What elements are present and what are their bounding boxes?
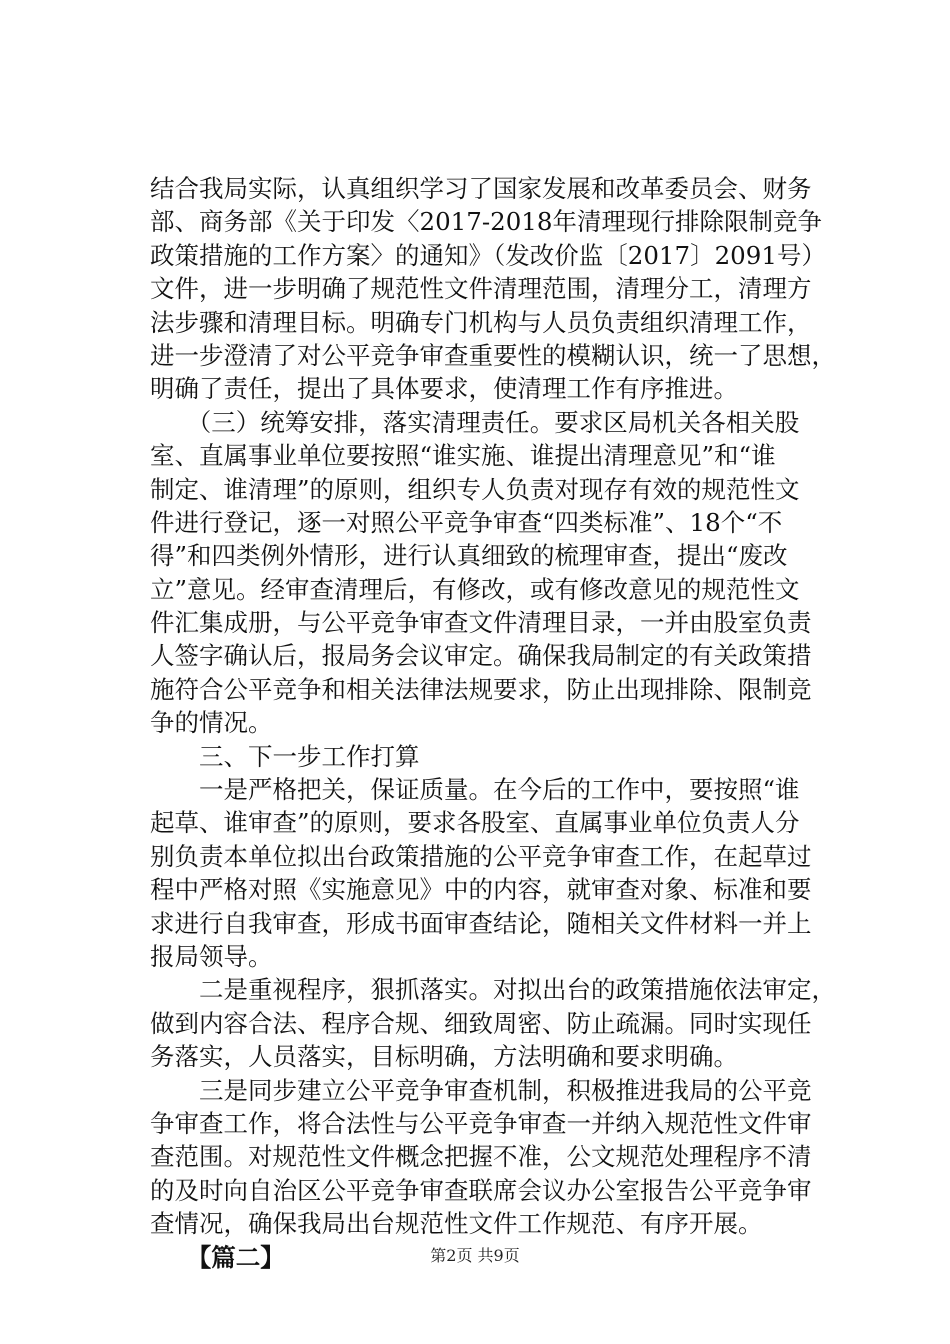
text-line: 件汇集成册，与公平竞争审查文件清理目录，一并由股室负责 [150,608,812,638]
text-line: 起草、谁审查”的原则，要求各股室、直属事业单位负责人分 [150,808,800,838]
text-line: 得”和四类例外情形，进行认真细致的梳理审查，提出“废改 [150,541,788,571]
page-number: 第2页 共9页 [430,1246,520,1265]
text-line: 室、直属事业单位要按照“谁实施、谁提出清理意见”和“谁 [150,441,776,471]
text-line: 别负责本单位拟出台政策措施的公平竞争审查工作，在起草过 [150,841,812,871]
text-line: 立”意见。经审查清理后，有修改，或有修改意见的规范性文 [150,574,800,604]
text-line: 制定、谁清理”的原则，组织专人负责对现存有效的规范性文 [150,474,800,504]
text-line: 查情况，确保我局出台规范性文件工作规范、有序开展。 [150,1209,763,1239]
text-line: 务落实，人员落实，目标明确，方法明确和要求明确。 [150,1042,738,1072]
text-line: 三是同步建立公平竞争审查机制，积极推进我局的公平竞 [150,1075,812,1105]
section-heading-part-two: 【篇二】 [150,1242,285,1272]
text-line: （三）统筹安排，落实清理责任。要求区局机关各相关股 [150,407,800,437]
text-line: 施符合公平竞争和相关法律法规要求，防止出现排除、限制竞 [150,674,812,704]
text-line: 查范围。对规范性文件概念把握不准，公文规范处理程序不清 [150,1142,812,1172]
text-line: 部、商务部《关于印发〈2017-2018年清理现行排除限制竞争 [150,207,822,237]
text-line: 二是重视程序，狠抓落实。对拟出台的政策措施依法审定， [150,975,836,1005]
text-line: 法步骤和清理目标。明确专门机构与人员负责组织清理工作， [150,307,812,337]
section-heading-next-steps: 三、下一步工作打算 [150,741,420,771]
text-line: 的及时向自治区公平竞争审查联席会议办公室报告公平竞争审 [150,1175,812,1205]
text-line: 争的情况。 [150,708,273,738]
page-footer [0,1245,950,1267]
text-line: 程中严格对照《实施意见》中的内容，就审查对象、标准和要 [150,875,812,905]
text-line: 人签字确认后，报局务会议审定。确保我局制定的有关政策措 [150,641,812,671]
text-line: 争审查工作，将合法性与公平竞争审查一并纳入规范性文件审 [150,1108,812,1138]
text-line: 明确了责任，提出了具体要求，使清理工作有序推进。 [150,374,738,404]
text-line: 件进行登记，逐一对照公平竞争审查“四类标准”、18个“不 [150,507,783,537]
text-line: 一是严格把关，保证质量。在今后的工作中，要按照“谁 [150,775,800,805]
text-line: 报局领导。 [150,941,273,971]
text-line: 进一步澄清了对公平竞争审查重要性的模糊认识，统一了思想， [150,340,836,370]
text-line: 结合我局实际，认真组织学习了国家发展和改革委员会、财务 [150,174,812,203]
document-body [150,172,870,1274]
text-line: 做到内容合法、程序合规、细致周密、防止疏漏。同时实现任 [150,1008,812,1038]
text-line: 求进行自我审查，形成书面审查结论，随相关文件材料一并上 [150,908,812,938]
text-line: 文件，进一步明确了规范性文件清理范围，清理分工，清理方 [150,274,812,304]
text-line: 政策措施的工作方案〉的通知》（发改价监〔2017〕2091号） [150,240,826,270]
